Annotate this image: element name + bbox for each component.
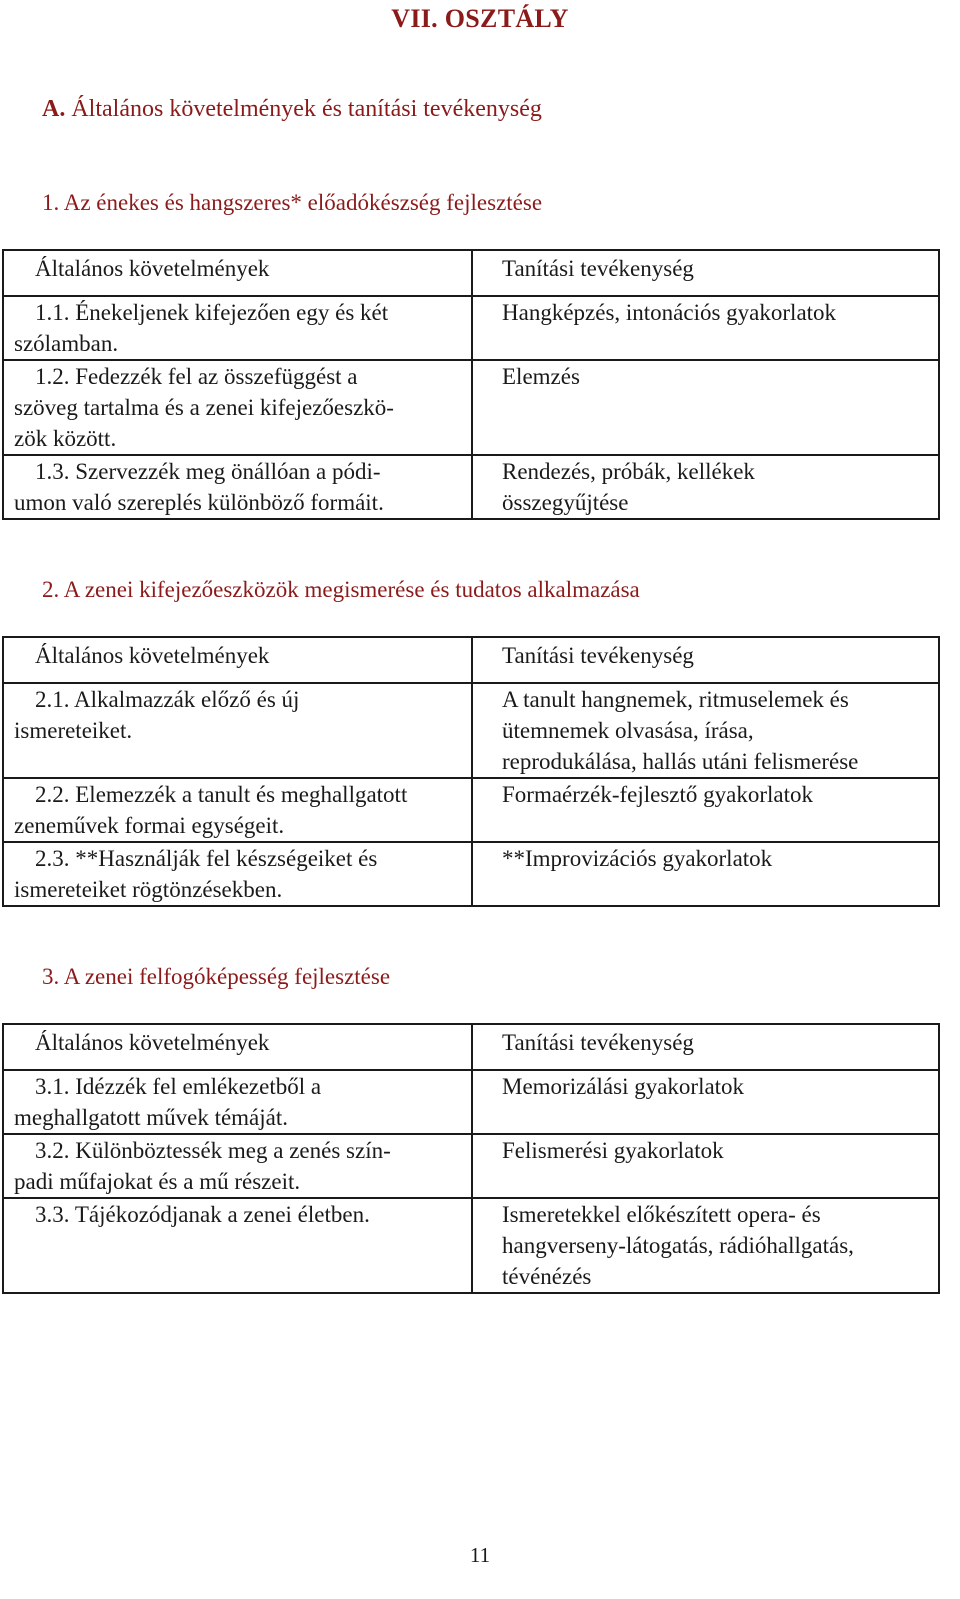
activity-cell	[472, 1134, 939, 1198]
activity-line: **Improvizációs gyakorlatok	[502, 846, 773, 871]
requirement-cell	[3, 1070, 472, 1134]
requirement-line: padi műfajokat és a mű részeit.	[14, 1169, 301, 1194]
activity-line: tévénézés	[502, 1264, 592, 1289]
requirement-line: 2.2. Elemezzék a tanult és meghallgatott	[35, 782, 408, 807]
requirement-line: 1.2. Fedezzék fel az összefüggést a	[35, 364, 358, 389]
requirement-cell	[3, 1198, 472, 1293]
page-number: 11	[469, 1543, 491, 1567]
activity-cell	[472, 360, 939, 455]
table-row	[3, 778, 939, 842]
requirement-line: 2.1. Alkalmazzák előző és új	[35, 687, 300, 712]
activity-line: Felismerési gyakorlatok	[502, 1138, 724, 1163]
table-row	[3, 360, 939, 455]
document-title: VII. OSZTÁLY	[391, 4, 569, 33]
requirements-table-3	[2, 1023, 940, 1294]
activity-line: A tanult hangnemek, ritmuselemek és	[502, 687, 849, 712]
requirement-line: ismereteiket.	[14, 718, 133, 743]
activity-line: Rendezés, próbák, kellékek	[502, 459, 755, 484]
section-heading-2: 2. A zenei kifejezőeszközök megismerése és tudatos alkalmazása	[42, 577, 640, 602]
section-heading-3: 3. A zenei felfogóképesség fejlesztése	[42, 964, 391, 989]
activity-line: Ismeretekkel előkészített opera- és	[502, 1202, 821, 1227]
requirement-cell	[3, 778, 472, 842]
table-row	[3, 1198, 939, 1293]
activity-line: Hangképzés, intonációs gyakorlatok	[502, 300, 837, 325]
requirement-cell	[3, 1134, 472, 1198]
column-header-activity: Tanítási tevékenység	[472, 637, 939, 683]
section-heading-1: 1. Az énekes és hangszeres* előadókészség fejlesztése	[42, 190, 543, 215]
requirement-cell	[3, 842, 472, 906]
column-header-requirements: Általános követelmények	[3, 637, 472, 683]
requirement-cell	[3, 360, 472, 455]
table-row	[3, 296, 939, 360]
table-row	[3, 1134, 939, 1198]
activity-line: hangverseny-látogatás, rádióhallgatás,	[502, 1233, 854, 1258]
activity-cell	[472, 778, 939, 842]
activity-line: összegyűjtése	[502, 490, 629, 515]
requirement-line: szólamban.	[14, 331, 119, 356]
activity-cell	[472, 842, 939, 906]
requirement-line: zeneművek formai egységeit.	[14, 813, 285, 838]
table-header-row	[3, 1024, 939, 1070]
requirements-table-2	[2, 636, 940, 907]
requirement-cell	[3, 683, 472, 778]
requirement-line: 3.1. Idézzék fel emlékezetből a	[35, 1074, 322, 1099]
requirement-line: 1.3. Szervezzék meg önállóan a pódi-	[35, 459, 381, 484]
activity-line: ütemnemek olvasása, írása,	[502, 718, 754, 743]
table-row	[3, 1070, 939, 1134]
document-subtitle	[42, 96, 542, 123]
requirement-line: ismereteiket rögtönzésekben.	[14, 877, 283, 902]
requirement-line: szöveg tartalma és a zenei kifejezőeszkö-	[14, 395, 394, 420]
table-header-row	[3, 250, 939, 296]
activity-cell	[472, 1070, 939, 1134]
column-header-activity: Tanítási tevékenység	[472, 1024, 939, 1070]
requirement-line: zök között.	[14, 426, 117, 451]
activity-line: reprodukálása, hallás utáni felismerése	[502, 749, 859, 774]
activity-line: Formaérzék-fejlesztő gyakorlatok	[502, 782, 814, 807]
activity-cell	[472, 455, 939, 519]
activity-line: Memorizálási gyakorlatok	[502, 1074, 745, 1099]
table-row	[3, 683, 939, 778]
activity-cell	[472, 296, 939, 360]
requirements-table-1	[2, 249, 940, 520]
subtitle-letter: A.	[42, 96, 66, 122]
requirement-line: 3.2. Különböztessék meg a zenés szín-	[35, 1138, 391, 1163]
requirement-cell	[3, 296, 472, 360]
requirement-line: 2.3. **Használják fel készségeiket és	[35, 846, 378, 871]
column-header-requirements: Általános követelmények	[3, 250, 472, 296]
table-row	[3, 455, 939, 519]
activity-cell	[472, 1198, 939, 1293]
table-row	[3, 842, 939, 906]
requirement-line: 1.1. Énekeljenek kifejezően egy és két	[35, 300, 389, 325]
column-header-requirements: Általános követelmények	[3, 1024, 472, 1070]
subtitle-text: Általános követelmények és tanítási tevékenység	[71, 96, 542, 122]
activity-line: Elemzés	[502, 364, 580, 389]
requirement-line: meghallgatott művek témáját.	[14, 1105, 289, 1130]
requirement-line: umon való szereplés különböző formáit.	[14, 490, 384, 515]
activity-cell	[472, 683, 939, 778]
requirement-cell	[3, 455, 472, 519]
requirement-line: 3.3. Tájékozódjanak a zenei életben.	[35, 1202, 370, 1227]
table-header-row	[3, 637, 939, 683]
column-header-activity: Tanítási tevékenység	[472, 250, 939, 296]
